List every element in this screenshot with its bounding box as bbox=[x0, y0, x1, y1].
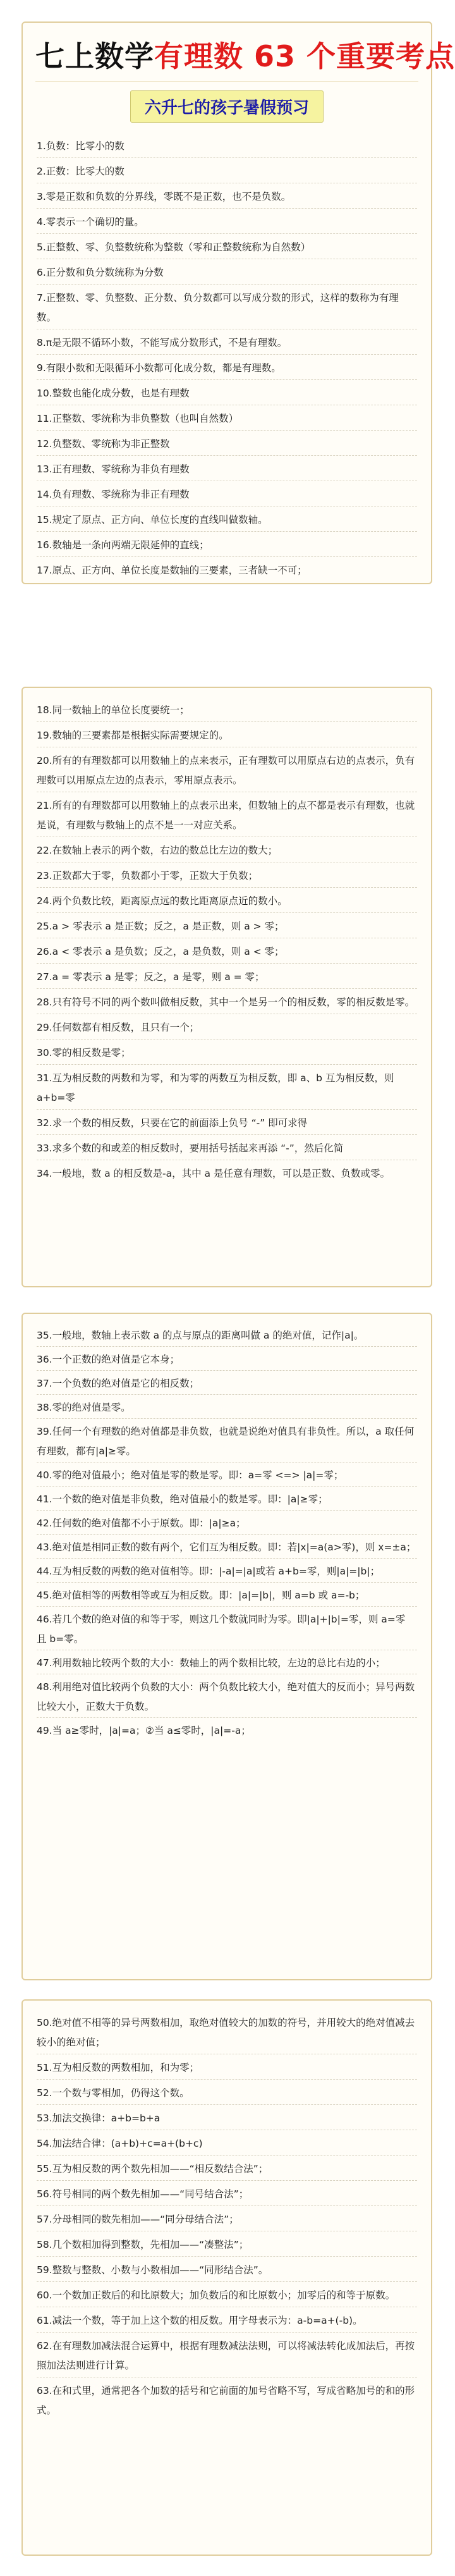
point-text: 所有的有理数都可以用数轴上的点来表示，正有理数可以用原点右边的点表示，负有理数可以用原点左边的点表示，零用原点表示。 bbox=[37, 755, 415, 786]
point-text: 绝对值不相等的异号两数相加，取绝对值较大的加数的符号，并用较大的绝对值减去较小的绝对值； bbox=[37, 2017, 415, 2048]
point-number: 46. bbox=[37, 1614, 52, 1625]
point-item bbox=[37, 2307, 417, 2333]
point-number: 30. bbox=[37, 1047, 52, 1058]
point-item bbox=[37, 1419, 417, 1463]
point-item bbox=[37, 2156, 417, 2181]
section-card-1 bbox=[21, 21, 455, 584]
point-number: 17. bbox=[37, 565, 52, 576]
point-number: 10. bbox=[37, 388, 52, 399]
point-item bbox=[37, 964, 417, 989]
point-text: 同一数轴上的单位长度要统一； bbox=[52, 704, 190, 716]
point-text: 任何数的绝对值都不小于原数。即：|a|≥a； bbox=[52, 1518, 246, 1529]
page-title bbox=[35, 32, 455, 82]
point-text: 任何数都有相反数，且只有一个； bbox=[52, 1022, 200, 1033]
subtitle: 六升七的孩子暑假预习 bbox=[130, 90, 324, 123]
point-number: 37. bbox=[37, 1378, 52, 1389]
point-text: a < 零表示 a 是负数；反之，a 是负数，则 a < 零； bbox=[52, 946, 284, 957]
point-item bbox=[37, 1014, 417, 1040]
point-item bbox=[37, 234, 417, 259]
point-text: 零是正数和负数的分界线，零既不是正数，也不是负数。 bbox=[46, 191, 291, 202]
point-number: 49. bbox=[37, 1725, 52, 1736]
point-number: 26. bbox=[37, 946, 52, 957]
point-item bbox=[37, 355, 417, 380]
point-text: 零的相反数是零； bbox=[52, 1047, 131, 1058]
point-item bbox=[37, 2231, 417, 2257]
point-text: π是无限不循环小数，不能写成分数形式，不是有理数。 bbox=[46, 337, 288, 348]
point-text: 整数与整数、小数与小数相加——“同形结合法”。 bbox=[52, 2264, 269, 2276]
point-number: 5. bbox=[37, 242, 46, 253]
point-item bbox=[37, 2257, 417, 2282]
point-number: 28. bbox=[37, 997, 52, 1008]
section-card-3 bbox=[21, 1313, 432, 1980]
point-number: 29. bbox=[37, 1022, 52, 1033]
point-number: 25. bbox=[37, 921, 52, 932]
point-item bbox=[37, 989, 417, 1014]
point-text: 数轴是一条向两端无限延伸的直线； bbox=[52, 539, 209, 551]
point-text: 规定了原点、正方向、单位长度的直线叫做数轴。 bbox=[52, 514, 268, 525]
point-text: 在有理数加减法混合运算中，根据有理数减法法则，可以将减法转化成加法后，再按照加法法则进行计算。 bbox=[37, 2340, 415, 2371]
point-number: 34. bbox=[37, 1168, 52, 1179]
point-text: 零的绝对值是零。 bbox=[52, 1402, 131, 1413]
point-number: 54. bbox=[37, 2138, 52, 2149]
point-text: 求一个数的相反数，只要在它的前面添上负号 “-” 即可求得 bbox=[52, 1117, 308, 1129]
point-item bbox=[37, 183, 417, 209]
point-number: 8. bbox=[37, 337, 46, 348]
point-number: 61. bbox=[37, 2315, 52, 2326]
point-text: 一般地，数 a 的相反数是-a，其中 a 是任意有理数，可以是正数、负数或零。 bbox=[52, 1168, 390, 1179]
point-text: 若几个数的绝对值的和等于零，则这几个数就同时为零。即|a|+|b|=零，则 a=零 且 b=零。 bbox=[37, 1614, 406, 1645]
point-number: 19. bbox=[37, 730, 52, 741]
point-item bbox=[37, 285, 417, 329]
point-item bbox=[37, 1110, 417, 1135]
point-text: 互为相反数的两数相加，和为零； bbox=[52, 2062, 200, 2073]
point-number: 57. bbox=[37, 2214, 52, 2225]
point-item bbox=[37, 1718, 417, 1741]
title-prefix: 七上数学 bbox=[35, 39, 154, 73]
point-text: 零的绝对值最小；绝对值是零的数是零。即：a=零 <=> |a|=零； bbox=[52, 1469, 344, 1481]
point-number: 12. bbox=[37, 438, 52, 450]
point-text: 所有的有理数都可以用数轴上的点表示出来，但数轴上的点不都是表示有理数，也就是说，有理数与数轴上的点不是一一对应关系。 bbox=[37, 800, 415, 831]
point-text: 正整数、零统称为非负整数（也叫自然数） bbox=[52, 413, 239, 424]
point-text: 互为相反数的两个数先相加——“相反数结合法”； bbox=[52, 2163, 269, 2174]
point-number: 16. bbox=[37, 539, 52, 551]
point-list-4 bbox=[23, 2001, 431, 2428]
point-number: 9. bbox=[37, 362, 46, 374]
point-item bbox=[37, 2054, 417, 2080]
title-highlight: 有理数 63 个重要考点 bbox=[154, 39, 455, 73]
point-number: 43. bbox=[37, 1542, 52, 1553]
point-number: 44. bbox=[37, 1566, 52, 1577]
point-text: 整数也能化成分数，也是有理数 bbox=[52, 388, 190, 399]
point-number: 47. bbox=[37, 1657, 52, 1669]
point-number: 4. bbox=[37, 216, 46, 228]
point-item bbox=[37, 158, 417, 183]
point-item bbox=[37, 1395, 417, 1419]
point-item bbox=[37, 456, 417, 481]
point-number: 18. bbox=[37, 704, 52, 716]
point-item bbox=[37, 1511, 417, 1535]
point-item bbox=[37, 722, 417, 747]
point-number: 60. bbox=[37, 2290, 52, 2301]
point-number: 63. bbox=[37, 2385, 52, 2396]
point-item bbox=[37, 2206, 417, 2231]
point-item bbox=[37, 329, 417, 355]
point-item bbox=[37, 1559, 417, 1583]
point-text: 互为相反数的两数的绝对值相等。即：|-a|=|a|或若 a+b=零，则|a|=|b|； bbox=[52, 1566, 380, 1577]
point-number: 59. bbox=[37, 2264, 52, 2276]
point-text: 加法交换律：a+b=b+a bbox=[52, 2113, 161, 2124]
point-text: 绝对值相等的两数相等或互为相反数。即：|a|=|b|，则 a=b 或 a=-b； bbox=[52, 1590, 365, 1601]
point-number: 33. bbox=[37, 1143, 52, 1154]
point-number: 35. bbox=[37, 1330, 52, 1341]
point-item bbox=[37, 697, 417, 722]
point-item bbox=[37, 747, 417, 792]
point-number: 55. bbox=[37, 2163, 52, 2174]
point-item bbox=[37, 1371, 417, 1395]
point-item bbox=[37, 1487, 417, 1511]
point-text: 减法一个数，等于加上这个数的相反数。用字母表示为：a-b=a+(-b)。 bbox=[52, 2315, 363, 2326]
point-number: 7. bbox=[37, 292, 46, 304]
point-text: 只有符号不同的两个数叫做相反数，其中一个是另一个的相反数，零的相反数是零。 bbox=[52, 997, 415, 1008]
point-number: 48. bbox=[37, 1681, 52, 1693]
point-number: 11. bbox=[37, 413, 52, 424]
point-text: 正整数、零、负整数、正分数、负分数都可以写成分数的形式，这样的数称为有理数。 bbox=[37, 292, 399, 323]
point-number: 40. bbox=[37, 1469, 52, 1481]
point-item bbox=[37, 938, 417, 964]
point-item bbox=[37, 2130, 417, 2156]
point-number: 52. bbox=[37, 2087, 52, 2099]
point-text: 负数：比零小的数 bbox=[46, 140, 124, 152]
point-number: 15. bbox=[37, 514, 52, 525]
point-text: 绝对值是相同正数的数有两个，它们互为相反数。即：若|x|=a(a>零)，则 x=±a； bbox=[52, 1542, 416, 1553]
point-number: 2. bbox=[37, 166, 46, 177]
point-text: 正有理数、零统称为非负有理数 bbox=[52, 463, 190, 475]
point-list-2 bbox=[23, 688, 431, 1191]
point-number: 51. bbox=[37, 2062, 52, 2073]
point-number: 58. bbox=[37, 2239, 52, 2250]
point-number: 56. bbox=[37, 2188, 52, 2200]
point-text: 一个数加正数后的和比原数大；加负数后的和比原数小；加零后的和等于原数。 bbox=[52, 2290, 396, 2301]
point-number: 62. bbox=[37, 2340, 52, 2352]
point-number: 23. bbox=[37, 870, 52, 881]
point-item bbox=[37, 2080, 417, 2105]
point-text: 任何一个有理数的绝对值都是非负数，也就是说绝对值具有非负性。所以，a 取任何有理数，都有|a|≥零。 bbox=[37, 1426, 415, 1457]
point-item bbox=[37, 2377, 417, 2422]
section-card-4 bbox=[21, 1999, 432, 2556]
point-text: 利用数轴比较两个数的大小：数轴上的两个数相比较，左边的总比右边的小； bbox=[52, 1657, 385, 1669]
point-item bbox=[37, 862, 417, 888]
point-text: 正数都大于零，负数都小于零，正数大于负数； bbox=[52, 870, 258, 881]
point-number: 45. bbox=[37, 1590, 52, 1601]
point-list-3 bbox=[23, 1314, 431, 1748]
point-text: 在数轴上表示的两个数，右边的数总比左边的数大； bbox=[52, 845, 278, 856]
point-number: 39. bbox=[37, 1426, 52, 1437]
point-item bbox=[37, 1040, 417, 1065]
point-item bbox=[37, 1347, 417, 1371]
point-item bbox=[37, 1065, 417, 1110]
point-item bbox=[37, 1135, 417, 1160]
point-number: 31. bbox=[37, 1072, 52, 1084]
point-item bbox=[37, 837, 417, 862]
point-item bbox=[37, 1160, 417, 1185]
point-item bbox=[37, 405, 417, 431]
point-number: 20. bbox=[37, 755, 52, 766]
point-text: 负整数、零统称为非正整数 bbox=[52, 438, 170, 450]
section-card-2 bbox=[21, 687, 432, 1287]
subtitle-wrap bbox=[23, 90, 431, 123]
point-item bbox=[37, 888, 417, 913]
point-item bbox=[37, 1583, 417, 1607]
point-number: 50. bbox=[37, 2017, 52, 2028]
point-item bbox=[37, 2009, 417, 2054]
point-text: a = 零表示 a 是零；反之，a 是零，则 a = 零； bbox=[52, 971, 265, 983]
point-text: 正数：比零大的数 bbox=[46, 166, 124, 177]
point-text: 求多个数的和或差的相反数时，要用括号括起来再添 “-”，然后化简 bbox=[52, 1143, 344, 1154]
point-list-1 bbox=[23, 129, 431, 588]
point-item bbox=[37, 1607, 417, 1650]
point-item bbox=[37, 1535, 417, 1559]
point-item bbox=[37, 133, 417, 158]
point-number: 24. bbox=[37, 895, 52, 907]
point-item bbox=[37, 259, 417, 285]
point-text: 加法结合律：(a+b)+c=a+(b+c) bbox=[52, 2138, 203, 2149]
point-number: 13. bbox=[37, 463, 52, 475]
point-item bbox=[37, 913, 417, 938]
point-number: 22. bbox=[37, 845, 52, 856]
point-number: 38. bbox=[37, 1402, 52, 1413]
point-text: 互为相反数的两数和为零，和为零的两数互为相反数，即 a、b 互为相反数，则 a+b=零 bbox=[37, 1072, 394, 1103]
point-number: 42. bbox=[37, 1518, 52, 1529]
point-number: 6. bbox=[37, 267, 46, 278]
point-text: a > 零表示 a 是正数；反之，a 是正数，则 a > 零； bbox=[52, 921, 284, 932]
point-text: 一个负数的绝对值是它的相反数； bbox=[52, 1378, 200, 1389]
point-text: 分母相同的数先相加——“同分母结合法”； bbox=[52, 2214, 239, 2225]
point-text: 正整数、零、负整数统称为整数（零和正整数统称为自然数） bbox=[46, 242, 311, 253]
point-number: 1. bbox=[37, 140, 46, 152]
point-text: 当 a≥零时，|a|=a；②当 a≤零时，|a|=-a； bbox=[52, 1725, 251, 1736]
point-item bbox=[37, 209, 417, 234]
point-text: 原点、正方向、单位长度是数轴的三要素，三者缺一不可； bbox=[52, 565, 307, 576]
point-item bbox=[37, 481, 417, 506]
point-item bbox=[37, 2282, 417, 2307]
point-item bbox=[37, 380, 417, 405]
point-text: 正分数和负分数统称为分数 bbox=[46, 267, 164, 278]
point-text: 有限小数和无限循环小数都可化成分数，都是有理数。 bbox=[46, 362, 281, 374]
point-text: 几个数相加得到整数，先相加——“凑整法”； bbox=[52, 2239, 249, 2250]
point-text: 数轴的三要素都是根据实际需要规定的。 bbox=[52, 730, 229, 741]
point-text: 符号相同的两个数先相加——“同号结合法”； bbox=[52, 2188, 249, 2200]
point-item bbox=[37, 2333, 417, 2377]
point-item bbox=[37, 1463, 417, 1487]
point-item bbox=[37, 1650, 417, 1674]
point-text: 一个数与零相加，仍得这个数。 bbox=[52, 2087, 190, 2099]
point-text: 一个正数的绝对值是它本身； bbox=[52, 1354, 180, 1365]
point-item bbox=[37, 431, 417, 456]
point-item bbox=[37, 532, 417, 557]
point-text: 两个负数比较，距离原点远的数比距离原点近的数小。 bbox=[52, 895, 288, 907]
point-number: 32. bbox=[37, 1117, 52, 1129]
point-item bbox=[37, 506, 417, 532]
point-text: 利用绝对值比较两个负数的大小：两个负数比较大小，绝对值大的反而小；异号两数比较大小，正数大于负数。 bbox=[37, 1681, 415, 1712]
point-text: 零表示一个确切的量。 bbox=[46, 216, 144, 228]
point-number: 41. bbox=[37, 1493, 52, 1505]
point-item bbox=[37, 1674, 417, 1718]
point-number: 36. bbox=[37, 1354, 52, 1365]
point-text: 一般地，数轴上表示数 a 的点与原点的距离叫做 a 的绝对值，记作|a|。 bbox=[52, 1330, 364, 1341]
point-number: 53. bbox=[37, 2113, 52, 2124]
point-item bbox=[37, 2181, 417, 2206]
point-text: 一个数的绝对值是非负数，绝对值最小的数是零。即：|a|≥零； bbox=[52, 1493, 328, 1505]
point-number: 14. bbox=[37, 489, 52, 500]
point-number: 3. bbox=[37, 191, 46, 202]
point-item bbox=[37, 1323, 417, 1347]
point-number: 21. bbox=[37, 800, 52, 811]
point-item bbox=[37, 792, 417, 837]
point-text: 负有理数、零统称为非正有理数 bbox=[52, 489, 190, 500]
point-item bbox=[37, 557, 417, 582]
point-number: 27. bbox=[37, 971, 52, 983]
point-item bbox=[37, 2105, 417, 2130]
point-text: 在和式里，通常把各个加数的括号和它前面的加号省略不写，写成省略加号的和的形式。 bbox=[37, 2385, 415, 2416]
